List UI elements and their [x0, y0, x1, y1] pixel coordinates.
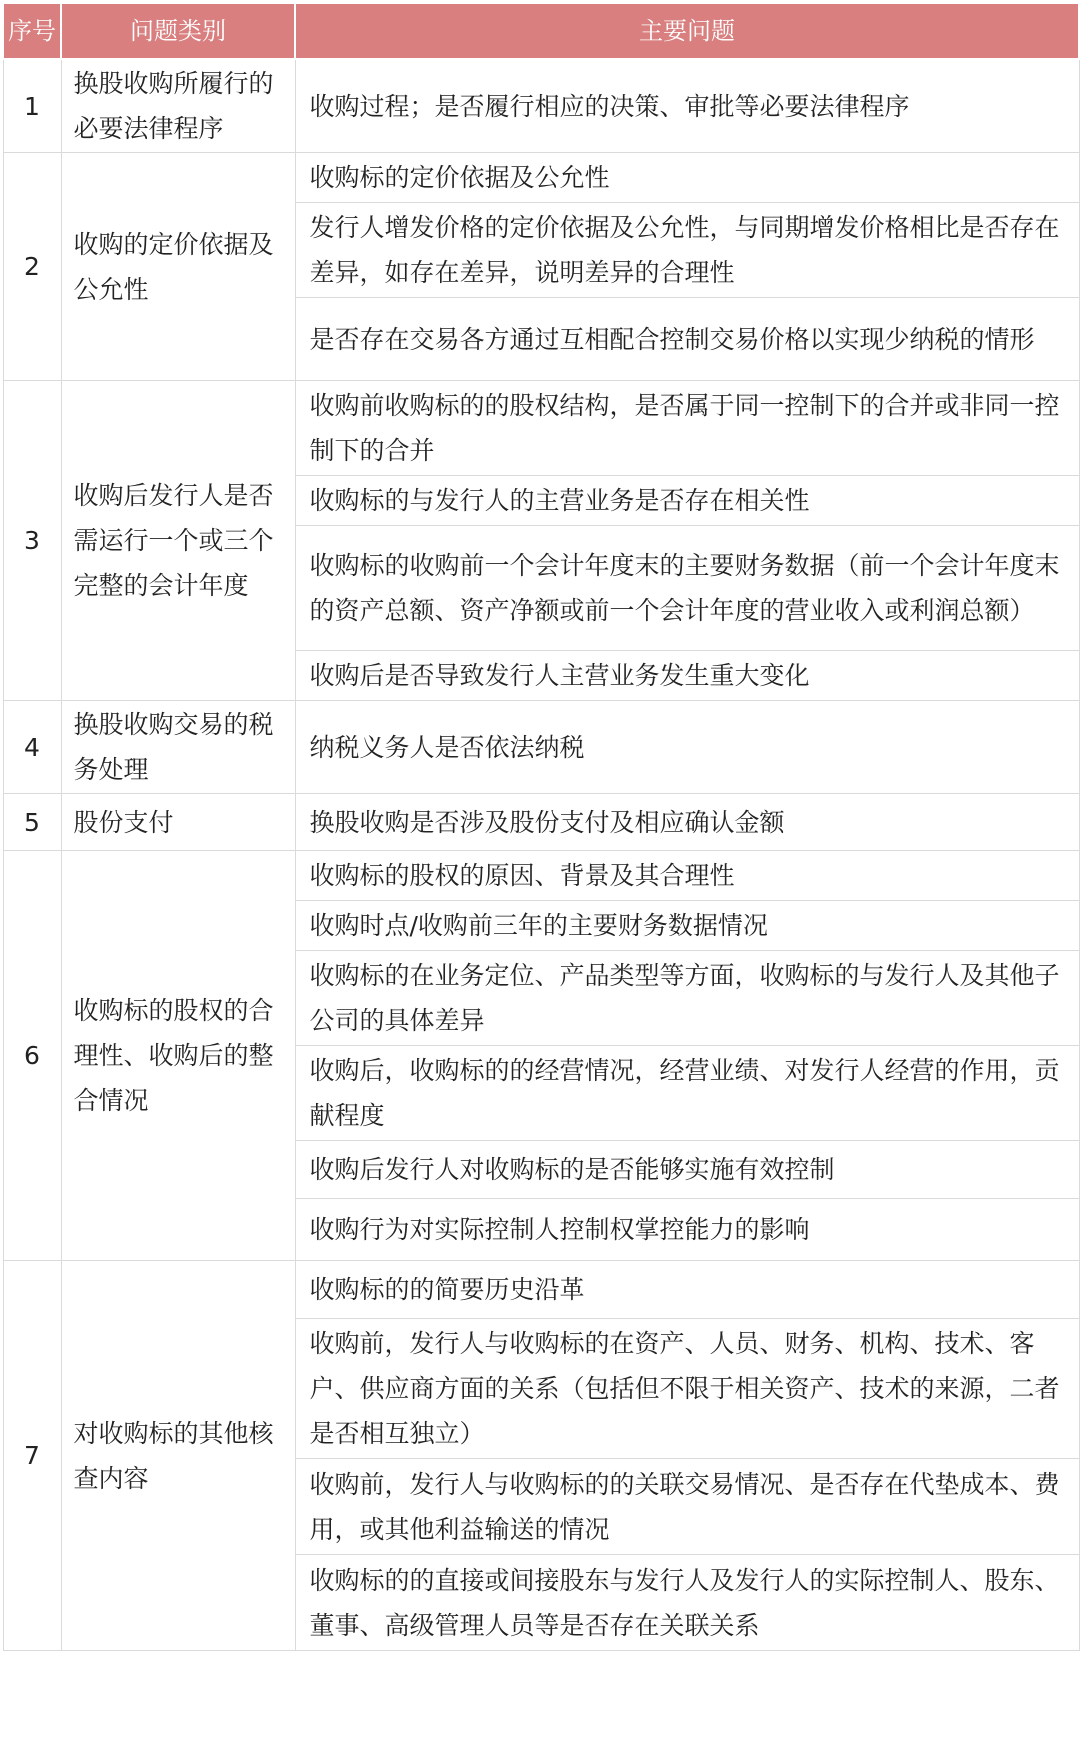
- issue-cell: 是否存在交易各方通过互相配合控制交易价格以实现少纳税的情形: [295, 298, 1079, 381]
- issue-cell: 发行人增发价格的定价依据及公允性，与同期增发价格相比是否存在差异，如存在差异，说明差异的合理性: [295, 203, 1079, 298]
- row-number: 2: [3, 153, 61, 381]
- issue-cell: 收购标的定价依据及公允性: [295, 153, 1079, 203]
- issue-cell: 收购标的的简要历史沿革: [295, 1261, 1079, 1319]
- row-category: 收购后发行人是否需运行一个或三个完整的会计年度: [61, 381, 295, 701]
- row-category: 收购标的股权的合理性、收购后的整合情况: [61, 851, 295, 1261]
- issue-cell: 收购标的股权的原因、背景及其合理性: [295, 851, 1079, 901]
- row-number: 7: [3, 1261, 61, 1651]
- issue-cell: 收购标的在业务定位、产品类型等方面，收购标的与发行人及其他子公司的具体差异: [295, 951, 1079, 1046]
- row-category: 股份支付: [61, 794, 295, 851]
- table-row: [3, 153, 1079, 203]
- row-number: 3: [3, 381, 61, 701]
- issue-cell: 收购过程；是否履行相应的决策、审批等必要法律程序: [295, 59, 1079, 153]
- issue-cell: 收购标的收购前一个会计年度末的主要财务数据（前一个会计年度末的资产总额、资产净额或前一个会计年度的营业收入或利润总额）: [295, 526, 1079, 651]
- table-row: [3, 381, 1079, 476]
- issue-cell: 收购后是否导致发行人主营业务发生重大变化: [295, 651, 1079, 701]
- row-number: 4: [3, 701, 61, 794]
- row-category: 换股收购所履行的必要法律程序: [61, 59, 295, 153]
- issue-cell: 收购标的与发行人的主营业务是否存在相关性: [295, 476, 1079, 526]
- issue-cell: 收购前，发行人与收购标的的关联交易情况、是否存在代垫成本、费用，或其他利益输送的情况: [295, 1459, 1079, 1555]
- table-row: [3, 851, 1079, 901]
- issue-cell: 收购前收购标的的股权结构，是否属于同一控制下的合并或非同一控制下的合并: [295, 381, 1079, 476]
- issue-cell: 纳税义务人是否依法纳税: [295, 701, 1079, 794]
- table-row: [3, 1261, 1079, 1319]
- row-category: 收购的定价依据及公允性: [61, 153, 295, 381]
- table-row: [3, 794, 1079, 851]
- issue-cell: 收购标的的直接或间接股东与发行人及发行人的实际控制人、股东、董事、高级管理人员等是否存在关联关系: [295, 1555, 1079, 1651]
- issue-cell: 收购时点/收购前三年的主要财务数据情况: [295, 901, 1079, 951]
- row-number: 6: [3, 851, 61, 1261]
- table-row: [3, 701, 1079, 794]
- row-number: 1: [3, 59, 61, 153]
- header-number: 序号: [3, 3, 61, 59]
- issue-cell: 收购行为对实际控制人控制权掌控能力的影响: [295, 1199, 1079, 1261]
- row-category: 对收购标的其他核查内容: [61, 1261, 295, 1651]
- issues-table: [2, 2, 1080, 1651]
- table-row: [3, 59, 1079, 153]
- issue-cell: 收购后发行人对收购标的是否能够实施有效控制: [295, 1141, 1079, 1199]
- table-header-row: [3, 3, 1079, 59]
- issue-cell: 收购前，发行人与收购标的在资产、人员、财务、机构、技术、客户、供应商方面的关系（包括但不限于相关资产、技术的来源，二者是否相互独立）: [295, 1319, 1079, 1459]
- table-body: [3, 59, 1079, 1651]
- issue-cell: 收购后，收购标的的经营情况，经营业绩、对发行人经营的作用，贡献程度: [295, 1046, 1079, 1141]
- header-issues: 主要问题: [295, 3, 1079, 59]
- header-category: 问题类别: [61, 3, 295, 59]
- issue-cell: 换股收购是否涉及股份支付及相应确认金额: [295, 794, 1079, 851]
- row-category: 换股收购交易的税务处理: [61, 701, 295, 794]
- row-number: 5: [3, 794, 61, 851]
